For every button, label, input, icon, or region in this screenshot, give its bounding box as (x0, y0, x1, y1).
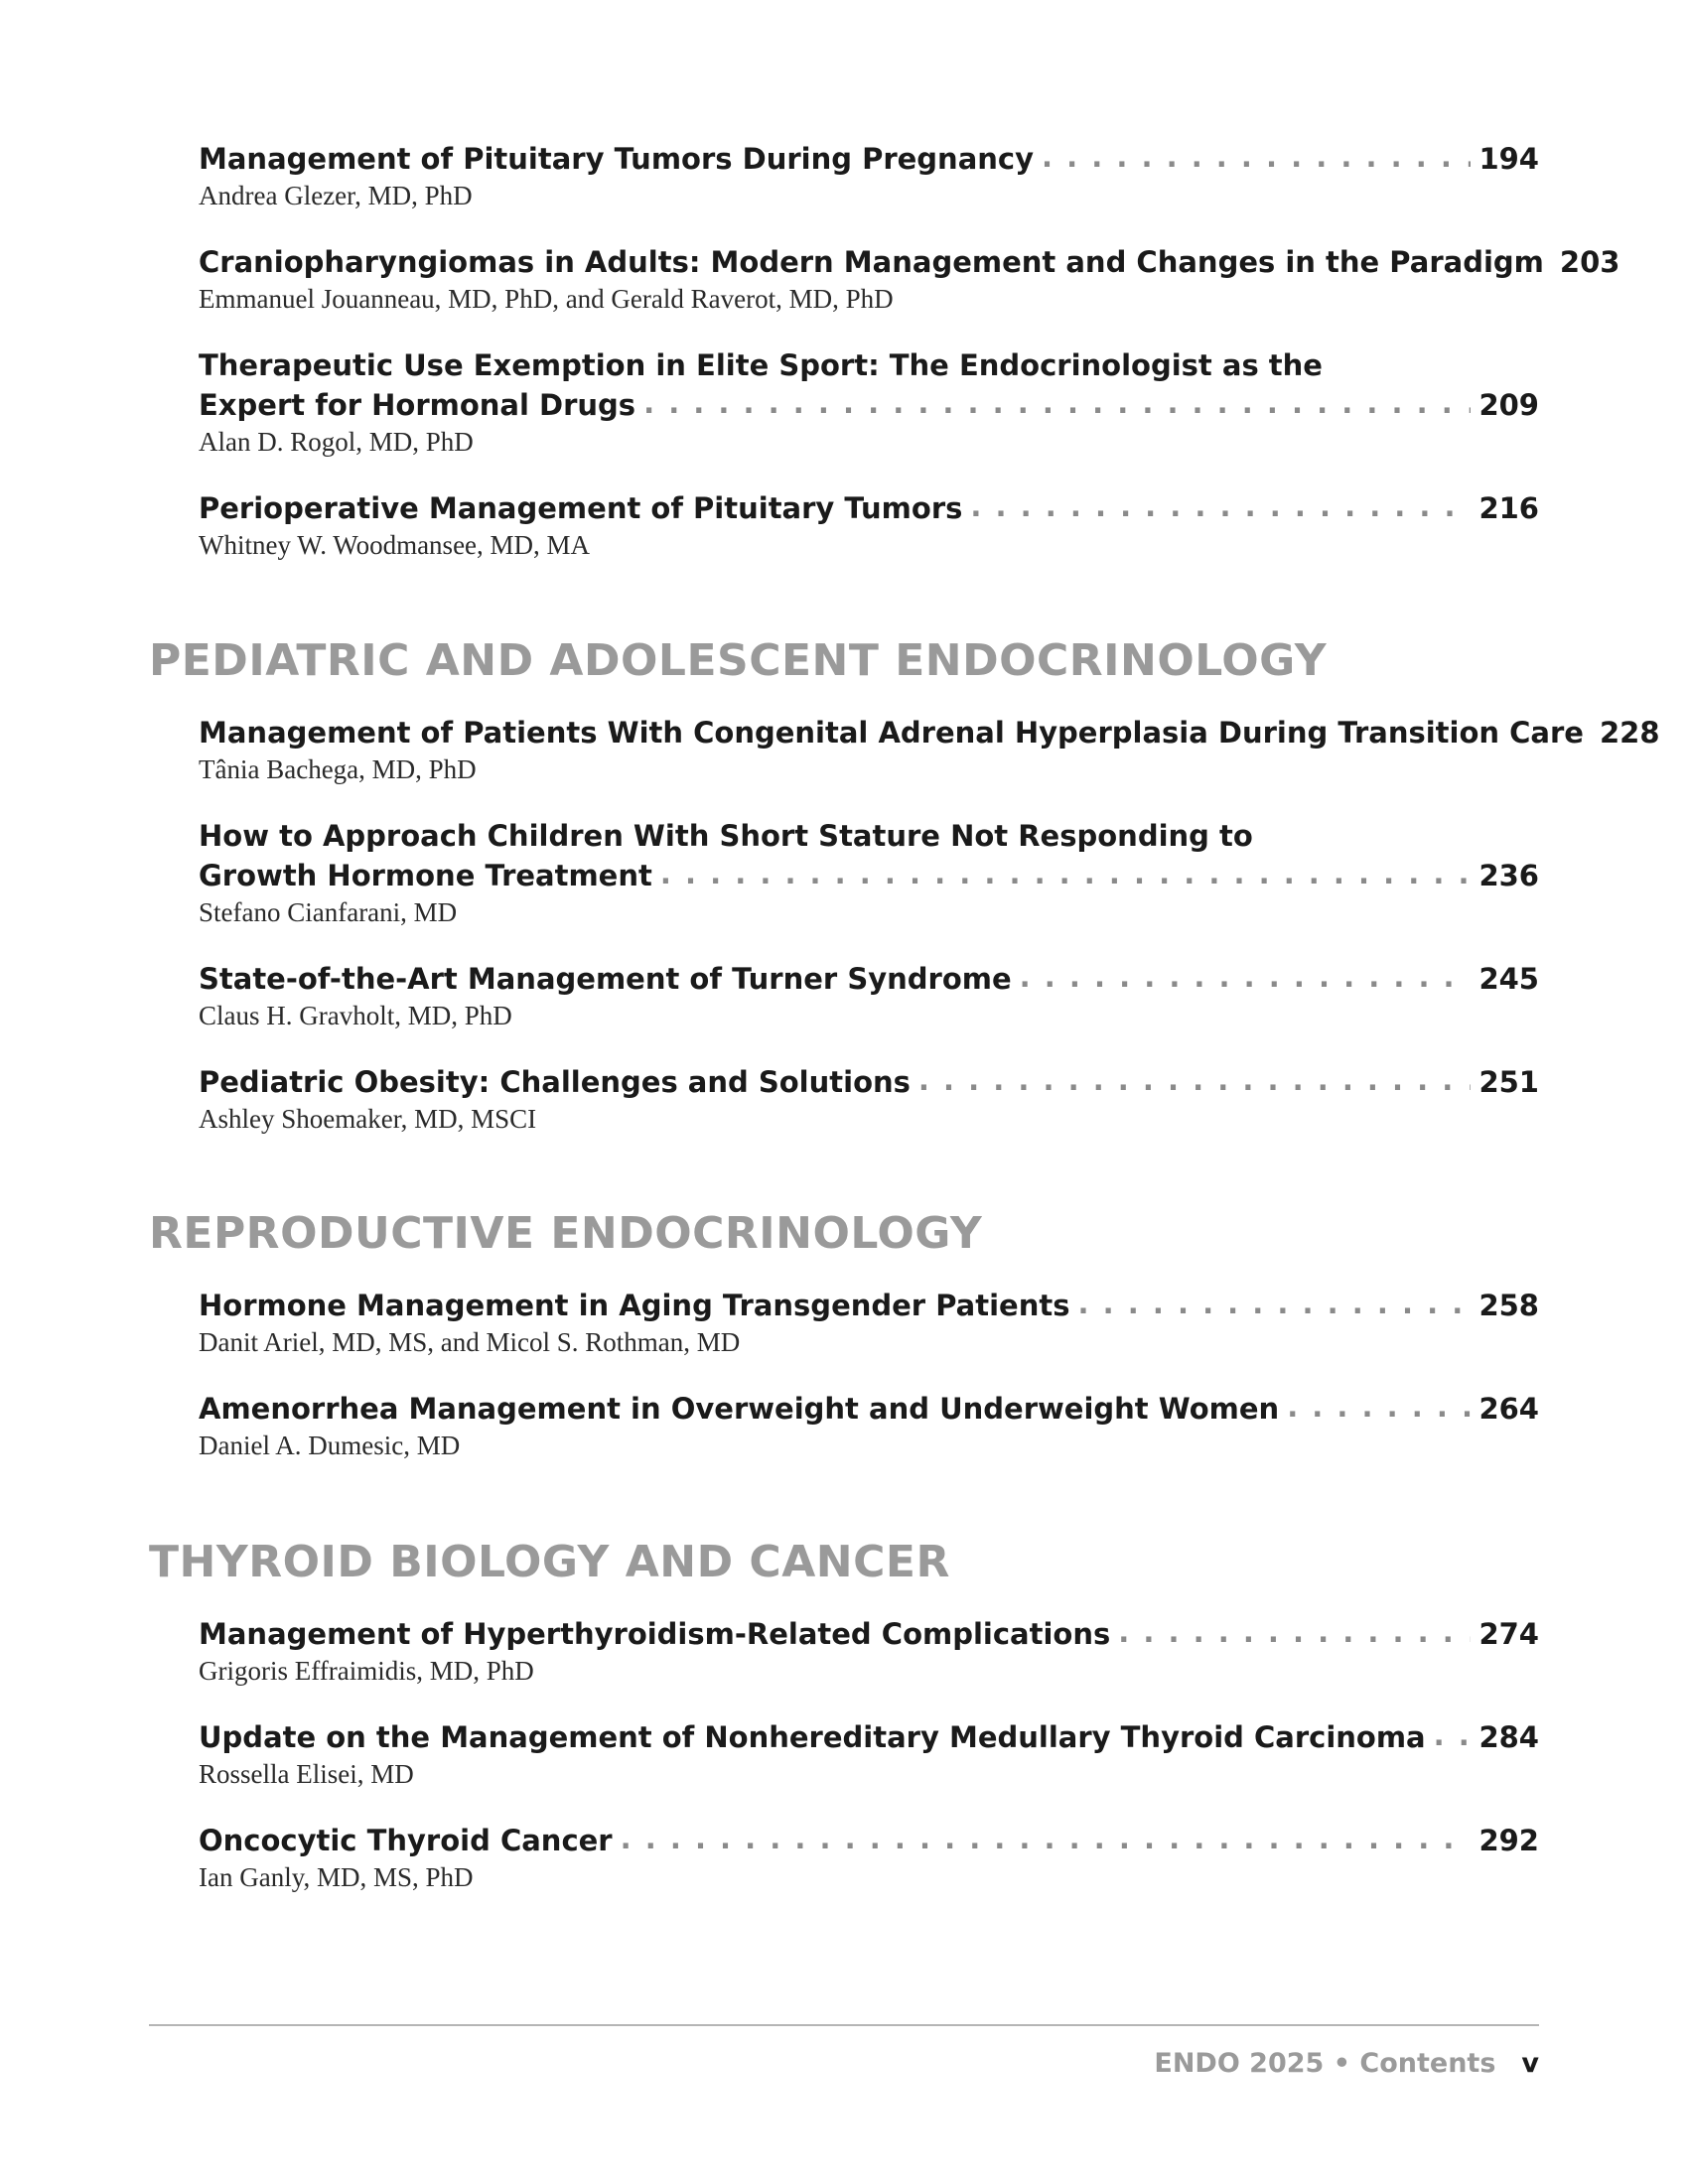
toc-entry[interactable] (199, 139, 1539, 212)
section-thyroid (149, 1537, 1539, 1924)
entry-authors: Whitney W. Woodmansee, MD, MA (199, 530, 591, 560)
section-reproductive (149, 1208, 1539, 1492)
entry-title: Hormone Management in Aging Transgender Patients (199, 1289, 1070, 1322)
entry-page-number: 236 (1478, 859, 1539, 892)
toc-entry[interactable] (199, 242, 1620, 316)
entry-title: Management of Pituitary Tumors During Pregnancy (199, 142, 1035, 176)
page-folio: v (1521, 2048, 1539, 2079)
entry-authors: Alan D. Rogol, MD, PhD (199, 427, 474, 457)
dot-leader (1078, 1284, 1472, 1323)
toc-entry[interactable] (199, 816, 1539, 929)
entry-title: Pediatric Obesity: Challenges and Solutions (199, 1065, 911, 1099)
prelude-entries (199, 139, 1620, 592)
section-heading: REPRODUCTIVE ENDOCRINOLOGY (149, 1208, 983, 1259)
entry-authors: Stefano Cianfarani, MD (199, 897, 458, 927)
toc-entry[interactable] (199, 1614, 1539, 1688)
entry-authors: Daniel A. Dumesic, MD (199, 1431, 461, 1460)
section-heading: PEDIATRIC AND ADOLESCENT ENDOCRINOLOGY (149, 635, 1328, 686)
entry-page-number: 216 (1478, 491, 1539, 525)
entry-page-number: 194 (1478, 142, 1539, 176)
entry-authors: Claus H. Gravholt, MD, PhD (199, 1001, 512, 1030)
entry-page-number: 245 (1478, 962, 1539, 996)
section-pediatric (149, 635, 1660, 1165)
entry-authors: Ashley Shoemaker, MD, MSCI (199, 1104, 537, 1134)
dot-leader (660, 854, 1472, 893)
entry-page-number: 274 (1478, 1617, 1539, 1651)
entry-page-number: 284 (1478, 1720, 1539, 1754)
entry-page-number: 258 (1478, 1289, 1539, 1322)
entry-page-number: 264 (1478, 1392, 1539, 1426)
entry-authors: Danit Ariel, MD, MS, and Micol S. Rothman, MD (199, 1327, 741, 1357)
entry-title: Growth Hormone Treatment (199, 859, 652, 892)
entry-title: Management of Patients With Congenital Adrenal Hyperplasia During Transition Care (199, 716, 1584, 750)
entry-title: Perioperative Management of Pituitary Tumors (199, 491, 963, 525)
entry-title: State-of-the-Art Management of Turner Syndrome (199, 962, 1012, 996)
entry-title-line1: How to Approach Children With Short Stature Not Responding to (199, 819, 1253, 853)
toc-entry[interactable] (199, 345, 1539, 459)
entry-page-number: 251 (1478, 1065, 1539, 1099)
entry-authors: Andrea Glezer, MD, PhD (199, 181, 473, 210)
section-heading: THYROID BIOLOGY AND CANCER (149, 1537, 950, 1587)
dot-leader (1042, 137, 1471, 177)
entry-authors: Tânia Bachega, MD, PhD (199, 754, 477, 784)
toc-entry[interactable] (199, 959, 1539, 1032)
toc-entry[interactable] (199, 1717, 1539, 1791)
toc-entry[interactable] (199, 1389, 1539, 1462)
dot-leader (970, 486, 1471, 526)
entry-title: Update on the Management of Nonhereditary Medullary Thyroid Carcinoma (199, 1720, 1426, 1754)
toc-entry[interactable] (199, 1821, 1539, 1894)
toc-entry[interactable] (199, 488, 1539, 562)
entry-authors: Emmanuel Jouanneau, MD, PhD, and Gerald Raverot, MD, PhD (199, 284, 894, 314)
entry-authors: Grigoris Effraimidis, MD, PhD (199, 1656, 534, 1686)
entry-title: Oncocytic Thyroid Cancer (199, 1824, 613, 1857)
entry-page-number: 203 (1559, 245, 1620, 279)
dot-leader (1118, 1612, 1471, 1652)
entry-title: Amenorrhea Management in Overweight and Underweight Women (199, 1392, 1280, 1426)
entry-authors: Rossella Elisei, MD (199, 1759, 414, 1789)
entry-title: Management of Hyperthyroidism-Related Complications (199, 1617, 1111, 1651)
entry-page-number: 228 (1599, 716, 1660, 750)
dot-leader (1434, 1715, 1472, 1755)
entry-title-line1: Therapeutic Use Exemption in Elite Sport: The Endocrinologist as the (199, 348, 1323, 382)
entry-page-number: 209 (1478, 388, 1539, 422)
dot-leader (621, 1819, 1472, 1858)
entry-title: Craniopharyngiomas in Adults: Modern Management and Changes in the Paradigm (199, 245, 1544, 279)
toc-entry[interactable] (199, 1062, 1539, 1136)
dot-leader (918, 1060, 1472, 1100)
dot-leader (1287, 1387, 1471, 1427)
entry-page-number: 292 (1478, 1824, 1539, 1857)
toc-entry[interactable] (199, 1286, 1539, 1359)
footer-rule (149, 2024, 1539, 2026)
toc-entry[interactable] (199, 713, 1660, 786)
entry-authors: Ian Ganly, MD, MS, PhD (199, 1862, 474, 1892)
running-title: ENDO 2025 • Contents (1154, 2048, 1496, 2079)
page-footer (1154, 2047, 1539, 2081)
dot-leader (1020, 957, 1472, 997)
dot-leader (643, 383, 1471, 423)
entry-title: Expert for Hormonal Drugs (199, 388, 636, 422)
